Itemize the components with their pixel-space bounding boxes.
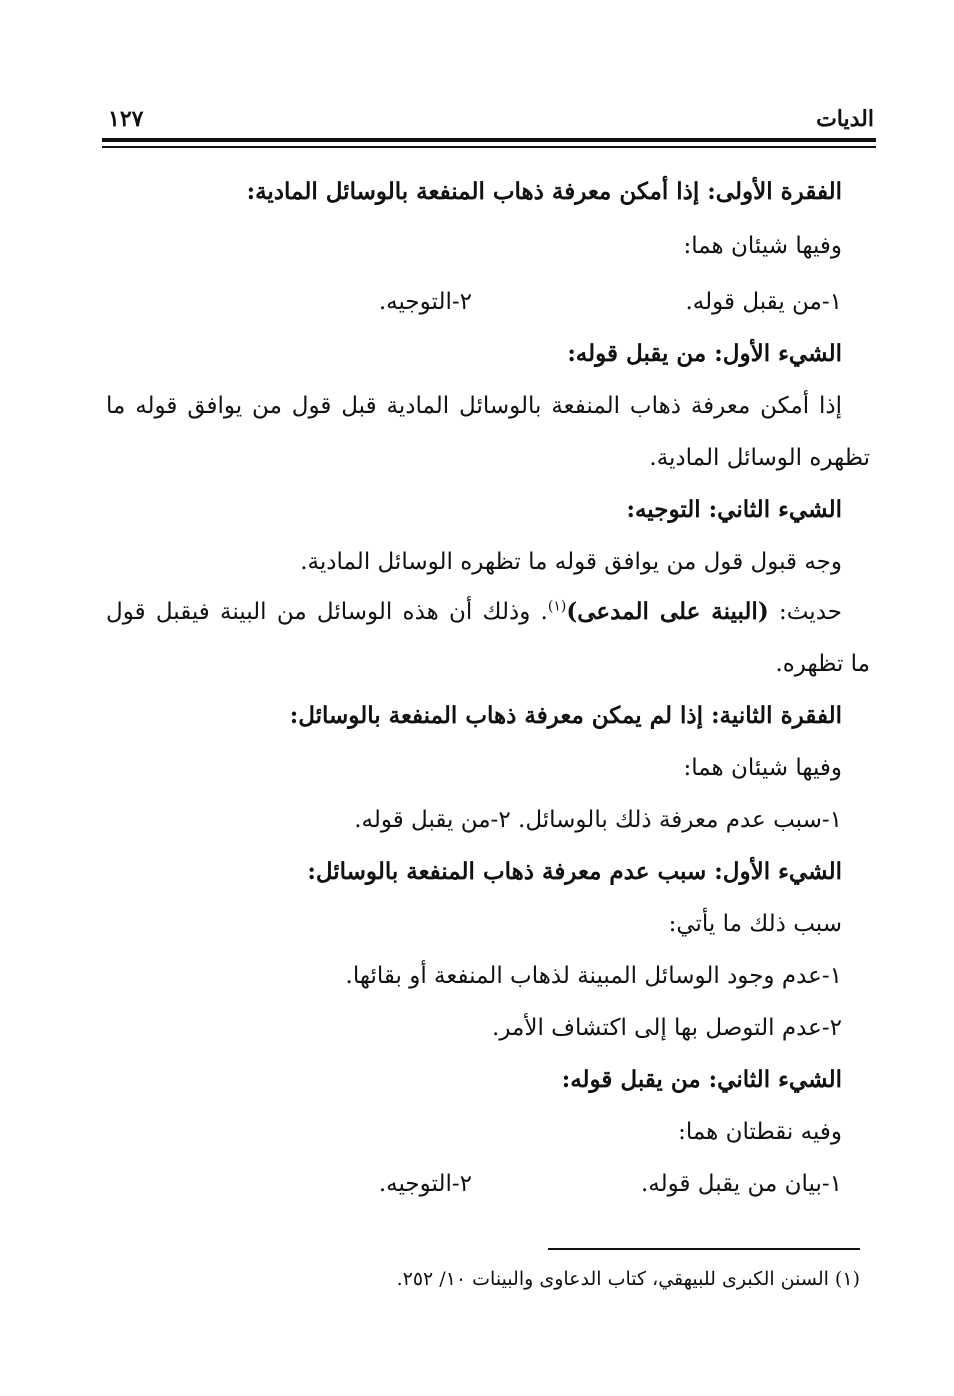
paragraph-line: وفيها شيئان هما:	[683, 755, 842, 781]
footnote-reference: (١)	[547, 598, 567, 615]
paragraph-line: وجه قبول قول من يوافق قوله ما تظهره الوسائل المادية.	[300, 549, 842, 575]
list-item: ١-من يقبل قوله.	[685, 289, 842, 315]
hadith-prefix: حديث:	[768, 599, 842, 625]
chapter-title: الديات	[816, 106, 874, 132]
list-item: ١-سبب عدم معرفة ذلك بالوسائل. ٢-من يقبل قوله.	[354, 807, 842, 833]
paragraph-line: وفيها شيئان هما:	[683, 233, 842, 259]
header-rule-thick	[102, 138, 876, 142]
subheading: الشيء الثاني: التوجيه:	[626, 496, 842, 523]
list-item: ٢-عدم التوصل بها إلى اكتشاف الأمر.	[492, 1015, 842, 1041]
hadith-quote: (البينة على المدعى)	[566, 598, 769, 625]
hadith-line	[106, 592, 842, 632]
running-header	[102, 104, 876, 138]
footnote: (١) السنن الكبرى للبيهقي، كتاب الدعاوى والبينات ١٠/ ٢٥٢.	[396, 1268, 860, 1290]
list-item: ١-عدم وجود الوسائل المبينة لذهاب المنفعة أو بقائها.	[345, 963, 842, 989]
paragraph-line: سبب ذلك ما يأتي:	[668, 911, 842, 937]
subheading: الشيء الثاني: من يقبل قوله:	[561, 1066, 842, 1093]
paragraph-line: ما تظهره.	[775, 651, 870, 677]
page-number: ١٢٧	[108, 106, 144, 132]
list-item: ٢-التوجيه.	[378, 1171, 472, 1197]
list-item: ١-بيان من يقبل قوله.	[640, 1171, 842, 1197]
hadith-rest: . وذلك أن هذه الوسائل من البينة فيقبل قول	[106, 599, 548, 625]
paragraph-line: وفيه نقطتان هما:	[678, 1119, 842, 1145]
paragraph-line: إذا أمكن معرفة ذهاب المنفعة بالوسائل المادية قبل قول من يوافق قوله ما	[106, 393, 842, 419]
list-item: ٢-التوجيه.	[378, 289, 472, 315]
section-heading-1: الفقرة الأولى: إذا أمكن معرفة ذهاب المنفعة بالوسائل المادية:	[246, 178, 842, 205]
paragraph-line: تظهره الوسائل المادية.	[649, 445, 870, 471]
header-rule-thin	[102, 146, 876, 148]
footnote-separator	[548, 1248, 860, 1250]
section-heading-2: الفقرة الثانية: إذا لم يمكن معرفة ذهاب المنفعة بالوسائل:	[289, 702, 842, 729]
subheading: الشيء الأول: من يقبل قوله:	[567, 340, 842, 367]
subheading: الشيء الأول: سبب عدم معرفة ذهاب المنفعة بالوسائل:	[307, 858, 842, 885]
